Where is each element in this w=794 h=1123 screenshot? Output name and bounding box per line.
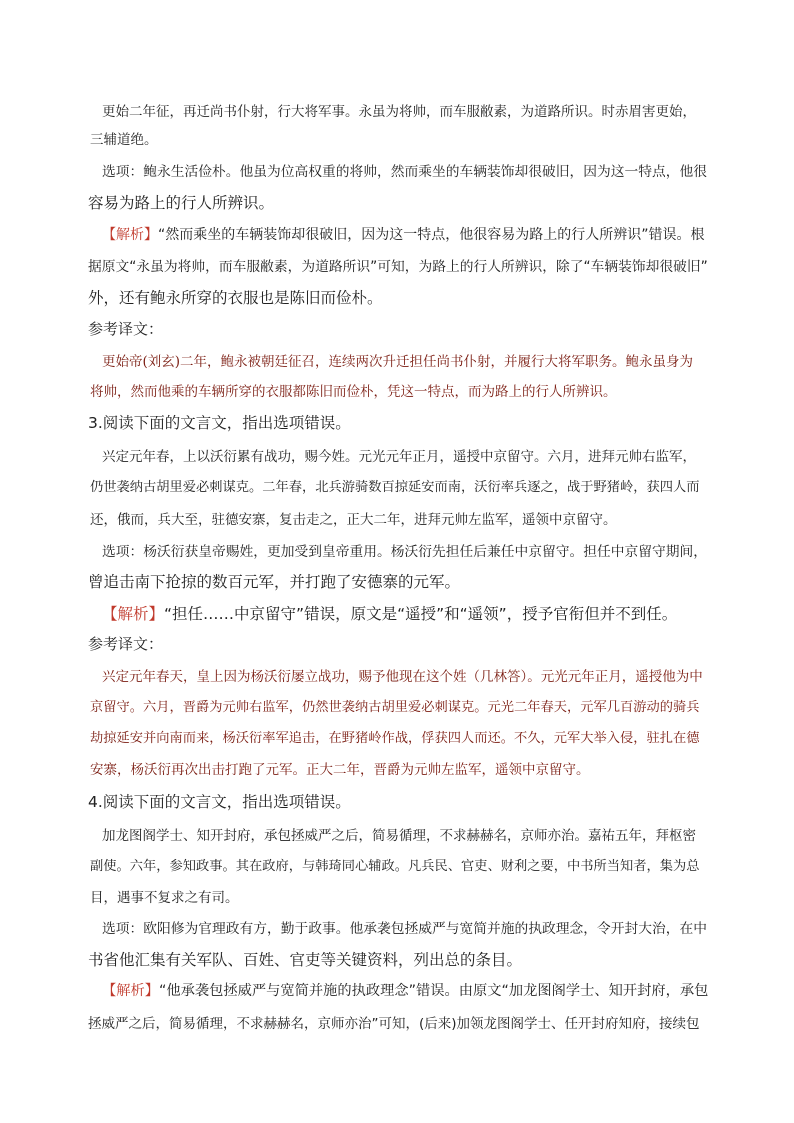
q4-option-line-1: 选项：欧阳修为官理政有方，勤于政事。他承袭包拯威严与宽简并施的执政理念，令开封大治，在中 (102, 921, 708, 937)
analysis-tag: 【解析】 (102, 227, 158, 243)
analysis-tag: 【解析】 (102, 605, 165, 623)
q2-option-line-1: 选项：鲍永生活俭朴。他虽为位高权重的将帅，然而乘坐的车辆装饰却很破旧，因为这一特点，他很 (102, 164, 708, 180)
q3-translation-line-3: 劫掠延安并向南而来，杨沃衍率军追击，在野猪岭作战，俘获四人而还。不久，元军大举入侵，驻扎在德 (90, 731, 700, 746)
q3-ref-label: 参考译文： (88, 635, 164, 653)
analysis-tag: 【解析】 (102, 983, 160, 999)
q3-option-line-2: 曾追击南下抢掠的数百元军，并打跑了安德寨的元军。 (88, 573, 461, 591)
q4-analysis-line-1 (102, 980, 708, 1000)
q4-heading: 4.阅读下面的文言文，指出选项错误。 (88, 793, 351, 811)
q3-translation-line-2: 京留守。六月，晋爵为元帅右监军，仍然世袭纳古胡里爱必刺谋克。元光二年春天，元军几百游动的骑兵 (90, 700, 700, 715)
q2-translation-line-1: 更始帝(刘玄)二年，鲍永被朝廷征召，连续两次升迁担任尚书仆射，并履行大将军职务。鲍永虽身为 (102, 354, 694, 370)
q3-option-line-1: 选项：杨沃衍获皇帝赐姓，更加受到皇帝重用。杨沃衍先担任后兼任中京留守。担任中京留守期间， (102, 544, 708, 560)
q3-analysis-line-1 (102, 602, 677, 624)
q2-translation-line-2: 将帅，然而他乘的车辆所穿的衣服都陈旧而俭朴，凭这一特点，而为路上的行人所辨识。 (90, 384, 617, 400)
q3-heading: 3.阅读下面的文言文，指出选项错误。 (88, 414, 351, 432)
q3-analysis-text-1: “担任……中京留守”错误，原文是“遥授”和“遥领”，授予官衔但并不到任。 (164, 605, 678, 623)
q2-analysis-line-1 (102, 224, 705, 244)
q3-orig-line-3: 还，俄而，兵大至，驻德安寨，复击走之，正大二年，进拜元帅左监军，遥领中京留守。 (90, 512, 617, 528)
q3-orig-line-1: 兴定元年春，上以沃衍累有战功，赐今姓。元光元年正月，遥授中京留守。六月，进拜元帅右监军， (102, 449, 696, 465)
q4-analysis-text-1: “他承袭包拯威严与宽简并施的执政理念”错误。由原文“加龙图阁学士、知开封府，承包 (159, 983, 709, 999)
q2-analysis-line-3: 外，还有鲍永所穿的衣服也是陈旧而俭朴。 (88, 289, 383, 307)
q4-analysis-line-2: 拯威严之后，简易循理，不求赫赫名，京师亦治”可知，(后来)加领龙图阁学士、任开封府知府，接续包 (88, 1016, 700, 1032)
q3-orig-line-2: 仍世袭纳古胡里爱必刺谋克。二年春，北兵游骑数百掠延安而南，沃衍率兵逐之，战于野猪岭，获四人而 (90, 480, 700, 495)
q3-translation-line-1: 兴定元年春天，皇上因为杨沃衍屡立战功，赐予他现在这个姓（几林答）。元光元年正月，遥授他为中 (102, 669, 703, 685)
q2-ref-label: 参考译文： (88, 320, 164, 338)
q2-orig-line-1: 更始二年征，再迁尚书仆射，行大将军事。永虽为将帅，而车服敝素，为道路所识。时赤眉害更始， (102, 104, 696, 120)
q4-orig-line-3: 目，遇事不复求之有司。 (90, 890, 239, 906)
q4-orig-line-1: 加龙图阁学士、知开封府，承包拯威严之后，简易循理，不求赫赫名，京师亦治。嘉祐五年，拜枢密 (102, 828, 696, 844)
q3-translation-line-4: 安寨，杨沃衍再次出击打跑了元军。正大二年，晋爵为元帅左监军，遥领中京留守。 (90, 762, 590, 778)
q4-option-line-2: 书省他汇集有关军队、百姓、官吏等关键资料，列出总的条目。 (88, 951, 523, 969)
q2-analysis-text-1: “然而乘坐的车辆装饰却很破旧，因为这一特点，他很容易为路上的行人所辨识”错误。根 (158, 227, 705, 243)
q2-analysis-line-2: 据原文“永虽为将帅，而车服敝素，为道路所识”可知，为路上的行人所辨识，除了“车辆装饰却很破旧” (88, 259, 708, 275)
q2-option-line-2: 容易为路上的行人所辨识。 (88, 194, 275, 212)
q2-orig-line-2: 三辅道绝。 (90, 132, 158, 148)
q4-orig-line-2: 副使。六年，参知政事。其在政府，与韩琦同心辅政。凡兵民、官吏、财利之要，中书所当知者，集为总 (90, 859, 700, 874)
